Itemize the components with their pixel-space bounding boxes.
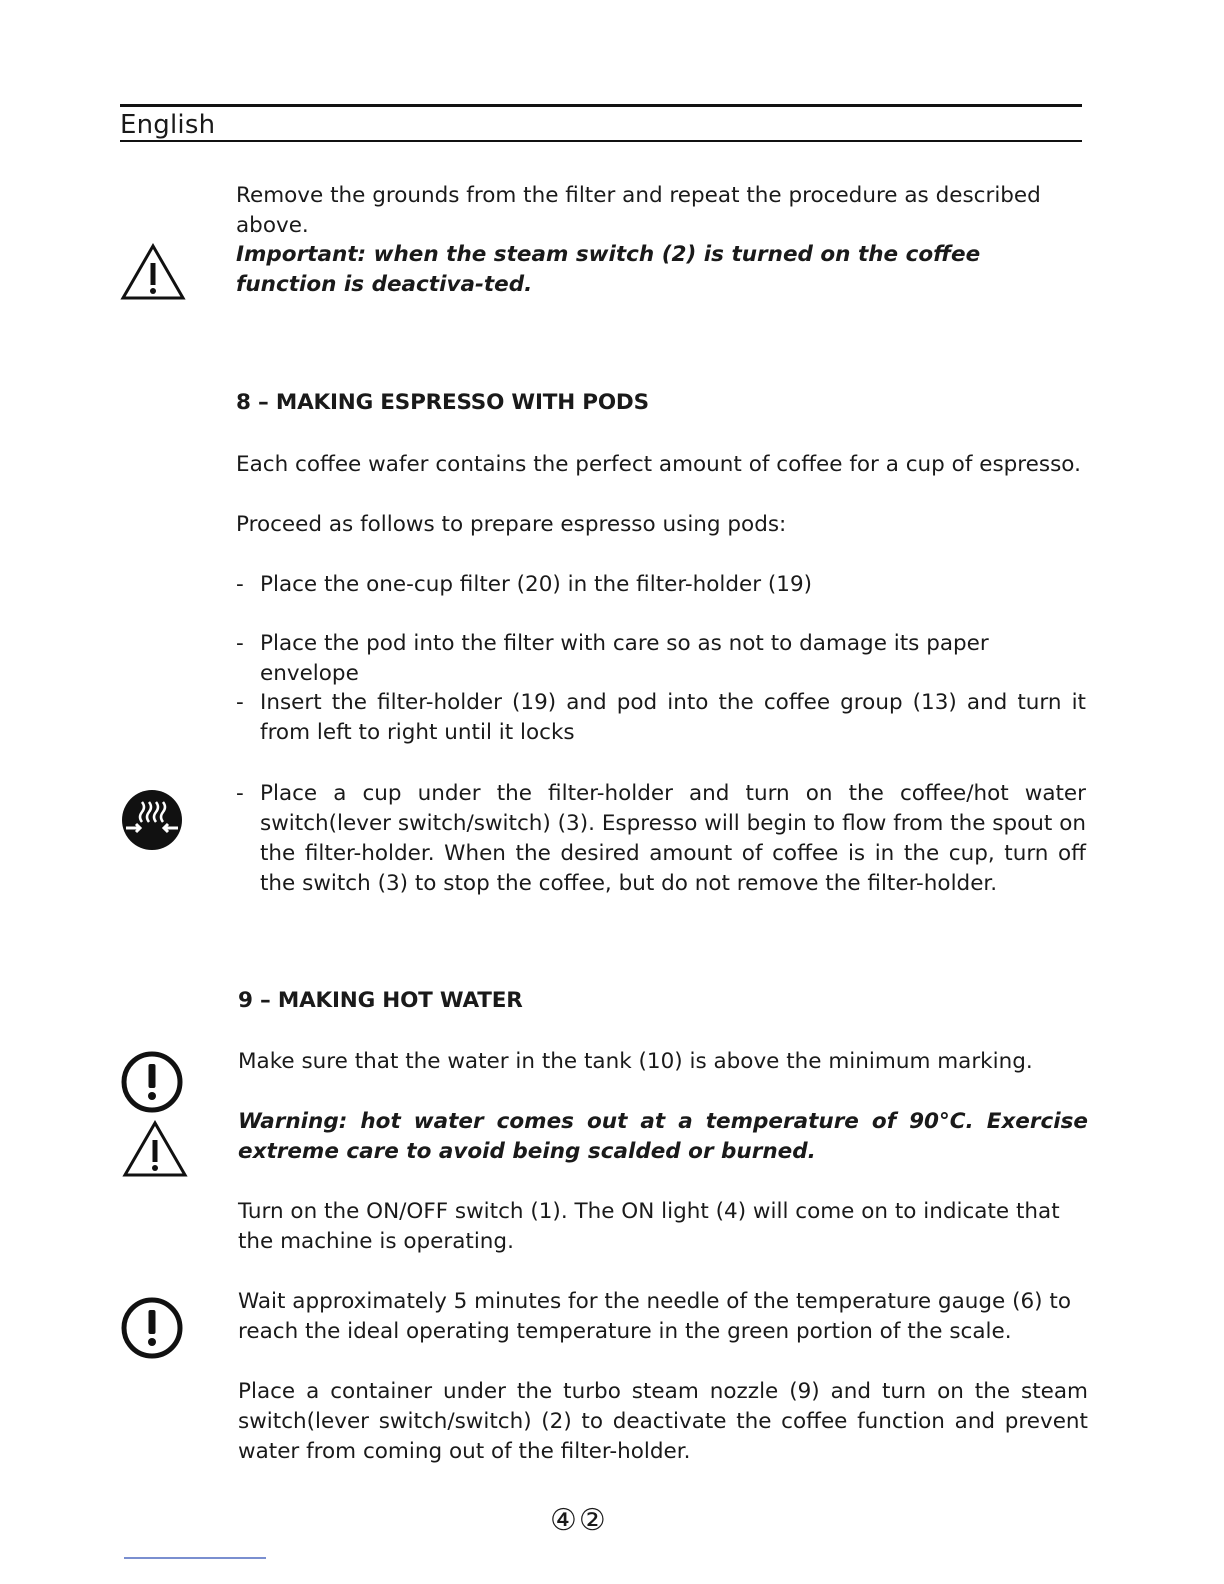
section-9-switch-on: Turn on the ON/OFF switch (1). The ON light (4) will come on to indicate that the machine is operating.	[238, 1199, 1060, 1254]
section-9-warning: Warning: hot water comes out at a temperature of 90°C. Exercise extreme care to avoid being scalded or burned.	[238, 1109, 1088, 1164]
section-9-heading: 9 – MAKING HOT WATER	[238, 988, 523, 1013]
section-8-intro: Each coffee wafer contains the perfect amount of coffee for a cup of espresso.	[236, 452, 1081, 477]
page-number: ④②	[550, 1503, 608, 1538]
warning-triangle-icon	[122, 1120, 188, 1178]
important-note: Important: when the steam switch (2) is turned on the coffee function is deactiva-ted.	[236, 242, 981, 297]
section-9-container: Place a container under the turbo steam nozzle (9) and turn on the steam switch(lever switch/switch) (2) to deactivate the coffee function and prevent water from coming out of the filter-holder.	[238, 1379, 1088, 1464]
list-item: - Place the pod into the filter with care so as not to damage its paper envelope	[236, 631, 989, 686]
intro-text: Remove the grounds from the filter and repeat the procedure as described above.	[236, 183, 1041, 238]
header-rule-bottom	[120, 140, 1082, 142]
list-item: - Place the one-cup filter (20) in the filter-holder (19)	[236, 572, 813, 597]
section-9-check-tank: Make sure that the water in the tank (10) is above the minimum marking.	[238, 1049, 1033, 1074]
steam-cup-icon	[120, 788, 184, 852]
section-9-wait: Wait approximately 5 minutes for the needle of the temperature gauge (6) to reach the ideal operating temperature in the green portion of the scale.	[238, 1289, 1071, 1344]
section-8-heading: 8 – MAKING ESPRESSO WITH PODS	[236, 390, 649, 415]
warning-triangle-icon	[120, 243, 186, 301]
exclamation-circle-icon	[120, 1296, 184, 1360]
language-label: English	[120, 110, 216, 140]
section-8-proceed: Proceed as follows to prepare espresso using pods:	[236, 512, 787, 537]
list-item: - Insert the filter-holder (19) and pod into the coffee group (13) and turn it from left to right until it locks	[236, 690, 1086, 745]
footer-line	[124, 1557, 266, 1559]
header-rule-top	[120, 104, 1082, 107]
list-item: - Place a cup under the filter-holder and turn on the coffee/hot water switch(lever switch/switch) (3). Espresso will begin to flow from the spout on the filter-holder. When the desired amount of coffee is in the cup, turn off the switch (3) to stop the coffee, but do not remove the filter-holder.	[236, 781, 1086, 896]
exclamation-circle-icon	[120, 1050, 184, 1114]
